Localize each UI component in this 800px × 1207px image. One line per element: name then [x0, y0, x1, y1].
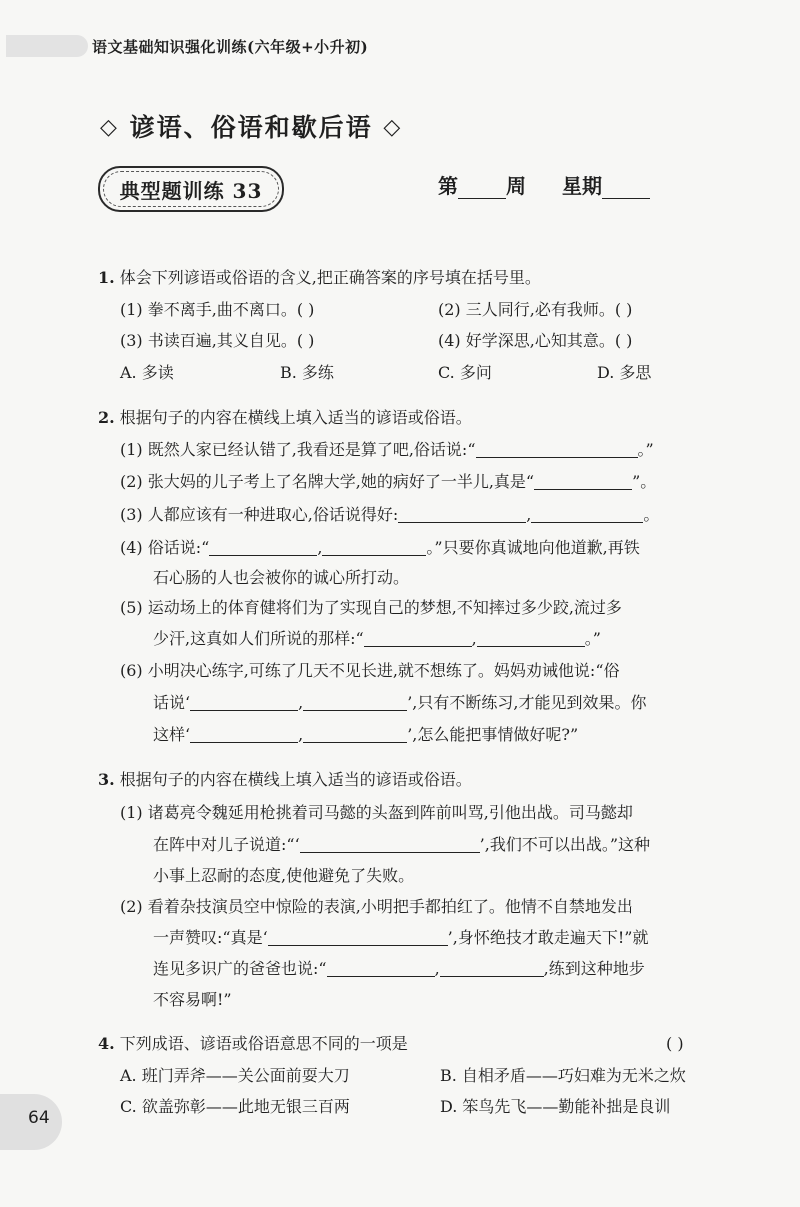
answer-blank[interactable]: [190, 694, 298, 711]
question-3-stem: 3. 根据句子的内容在横线上填入适当的谚语或俗语。: [98, 770, 472, 789]
q1-option: C. 多问: [438, 363, 492, 382]
diamond-icon: ◇: [383, 114, 403, 140]
q1-option: B. 多练: [280, 363, 334, 382]
week-fill-line: 第 周 星期: [438, 170, 650, 199]
answer-blank[interactable]: [303, 726, 407, 743]
q2-sentence-4: (4) 俗话说:“ , 。”只要你真诚地向他道歉,再铁: [120, 538, 640, 557]
q4-option: A. 班门弄斧——关公面前耍大刀: [120, 1066, 350, 1085]
answer-blank[interactable]: [534, 473, 632, 490]
q1-item: (3) 书读百遍,其义自见。( ): [120, 331, 315, 350]
answer-blank[interactable]: [364, 630, 472, 647]
answer-blank[interactable]: [477, 630, 585, 647]
q3-sentence-1-cont: 在阵中对儿子说道:“‘ ’,我们不可以出战。”这种: [153, 835, 651, 854]
answer-blank[interactable]: [190, 726, 298, 743]
question-2-stem: 2. 根据句子的内容在横线上填入适当的谚语或俗语。: [98, 408, 472, 427]
answer-blank[interactable]: [440, 960, 544, 977]
answer-blank[interactable]: [531, 506, 643, 523]
q2-sentence-4-cont: 石心肠的人也会被你的诚心所打动。: [153, 568, 410, 587]
q2-sentence-2: (2) 张大妈的儿子考上了名牌大学,她的病好了一半儿,真是“ ”。: [120, 472, 657, 491]
answer-blank[interactable]: [300, 836, 480, 853]
weekday-blank[interactable]: [602, 174, 650, 199]
answer-blank[interactable]: [303, 694, 407, 711]
section-title-text: 谚语、俗语和歇后语: [129, 113, 373, 142]
answer-blank[interactable]: [476, 441, 638, 458]
answer-blank[interactable]: [327, 960, 435, 977]
answer-blank[interactable]: [398, 506, 526, 523]
q1-item: (4) 好学深思,心知其意。( ): [438, 331, 633, 350]
q4-option: C. 欲盖弥彰——此地无银三百两: [120, 1097, 350, 1116]
q2-sentence-6-cont: 这样‘ , ’,怎么能把事情做好呢?”: [153, 725, 579, 744]
q3-sentence-1-cont: 小事上忍耐的态度,使他避免了失败。: [153, 866, 415, 885]
running-header: [0, 32, 800, 62]
exercise-badge: 典型题训练 33: [98, 166, 284, 212]
header-tab: [6, 35, 88, 57]
q2-sentence-5: (5) 运动场上的体育健将们为了实现自己的梦想,不知摔过多少跤,流过多: [120, 598, 622, 617]
q1-option: A. 多读: [120, 363, 174, 382]
q3-sentence-2: (2) 看着杂技演员空中惊险的表演,小明把手都拍红了。他情不自禁地发出: [120, 897, 633, 916]
q1-item: (1) 拳不离手,曲不离口。( ): [120, 300, 315, 319]
q3-sentence-2-cont: 连见多识广的爸爸也说:“ , ,练到这种地步: [153, 959, 645, 978]
q2-sentence-6: (6) 小明决心练字,可练了几天不见长进,就不想练了。妈妈劝诫他说:“俗: [120, 661, 620, 680]
answer-blank[interactable]: [209, 539, 317, 556]
q1-item: (2) 三人同行,必有我师。( ): [438, 300, 633, 319]
q2-sentence-1: (1) 既然人家已经认错了,我看还是算了吧,俗话说:“ 。”: [120, 440, 654, 459]
book-title: 语文基础知识强化训练(六年级+小升初): [92, 38, 369, 56]
q2-sentence-5-cont: 少汗,这真如人们所说的那样:“ , 。”: [153, 629, 601, 648]
q2-sentence-3: (3) 人都应该有一种进取心,俗话说得好: , 。: [120, 505, 660, 524]
question-4-stem: 4. 下列成语、谚语或俗语意思不同的一项是: [98, 1034, 408, 1053]
q3-sentence-1: (1) 诸葛亮令魏延用枪挑着司马懿的头盔到阵前叫骂,引他出战。司马懿却: [120, 803, 633, 822]
page-number: 64: [28, 1108, 50, 1128]
q4-option: D. 笨鸟先飞——勤能补拙是良训: [440, 1097, 671, 1116]
question-1-stem: 1. 体会下列谚语或俗语的含义,把正确答案的序号填在括号里。: [98, 268, 541, 287]
q4-answer-paren[interactable]: ( ): [666, 1034, 684, 1053]
q1-option: D. 多思: [597, 363, 652, 382]
q2-sentence-6-cont: 话说‘ , ’,只有不断练习,才能见到效果。你: [153, 693, 647, 712]
answer-blank[interactable]: [322, 539, 426, 556]
q4-option: B. 自相矛盾——巧妇难为无米之炊: [440, 1066, 686, 1085]
section-title: [100, 108, 402, 144]
q3-sentence-2-cont: 一声赞叹:“真是‘ ’,身怀绝技才敢走遍天下!”就: [153, 928, 649, 947]
answer-blank[interactable]: [268, 929, 448, 946]
q3-sentence-2-cont: 不容易啊!”: [153, 990, 232, 1009]
week-number-blank[interactable]: [458, 174, 506, 199]
diamond-icon: ◇: [100, 114, 119, 140]
